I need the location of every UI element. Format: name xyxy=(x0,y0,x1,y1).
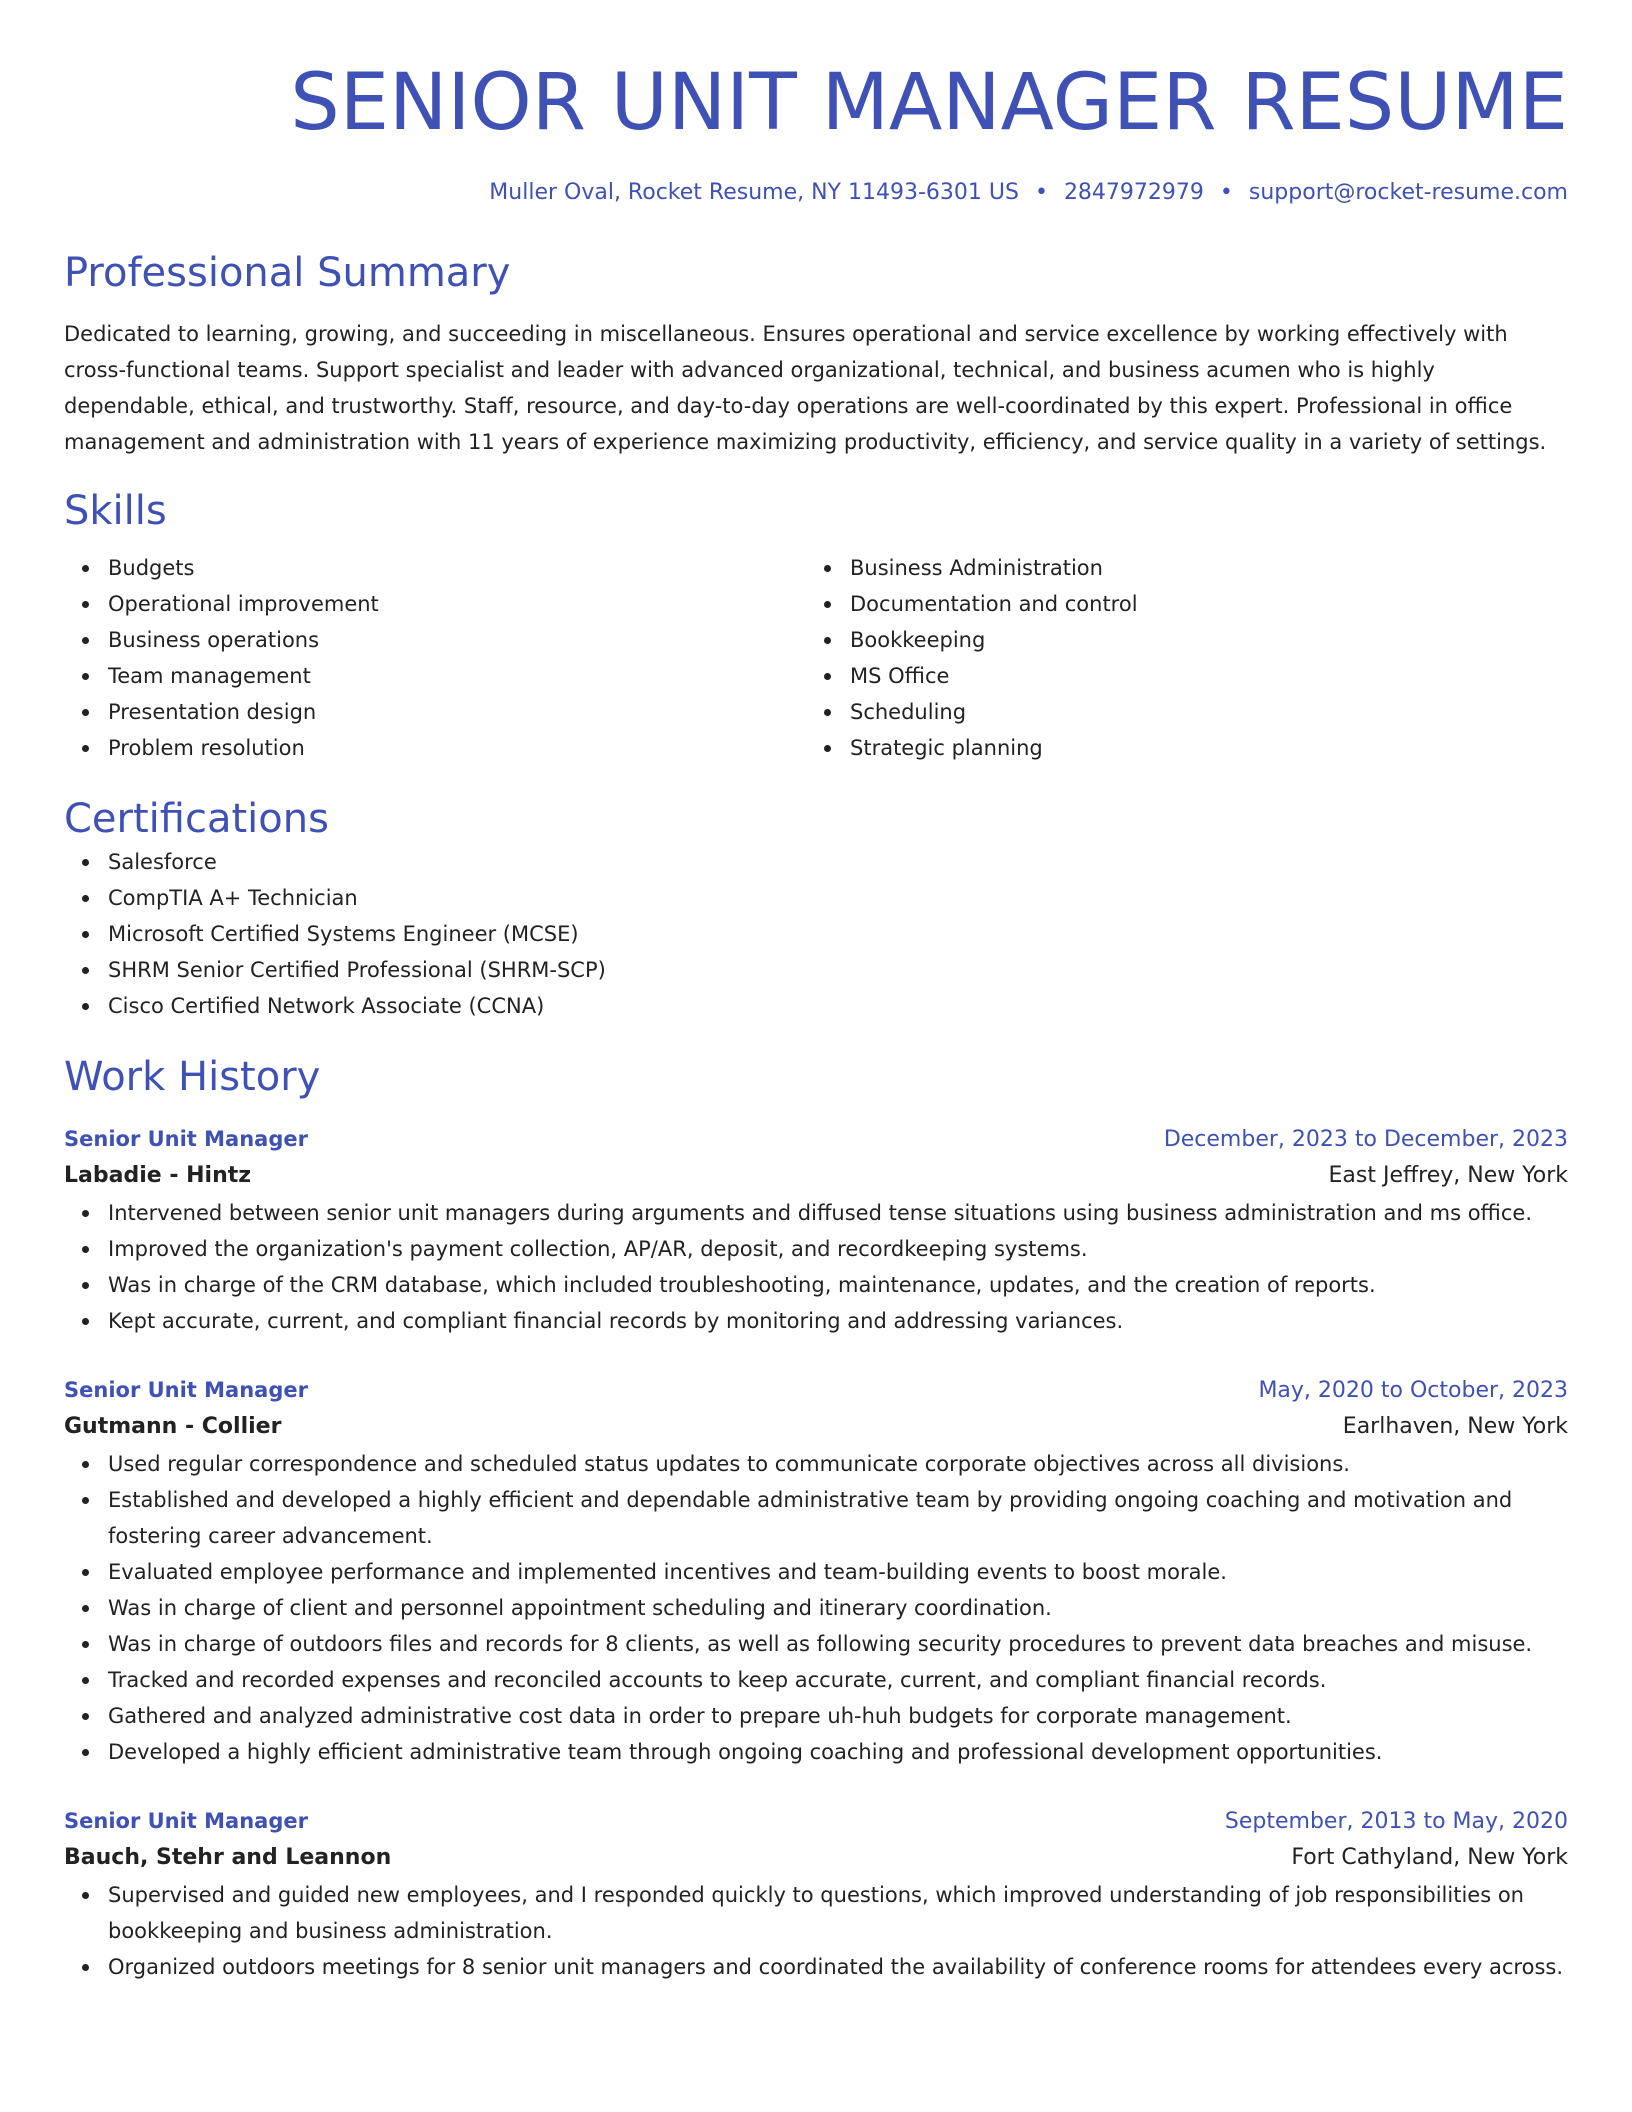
skills-grid xyxy=(64,550,1568,766)
job-location: Earlhaven, New York xyxy=(1342,1414,1568,1439)
job-company: Bauch, Stehr and Leannon xyxy=(64,1845,392,1870)
job-dates: September, 2013 to May, 2020 xyxy=(1224,1809,1568,1834)
job-bullets xyxy=(64,1195,1568,1339)
job-company-row xyxy=(64,1157,1568,1195)
job-title-row xyxy=(64,1804,1568,1839)
job-bullet: Improved the organization's payment collection, AP/AR, deposit, and recordkeeping systems. xyxy=(108,1231,1568,1267)
job-entry xyxy=(64,1373,1568,1770)
contact-email: support@rocket-resume.com xyxy=(1248,180,1568,205)
job-bullet: Developed a highly efficient administrative team through ongoing coaching and professional development opportunities. xyxy=(108,1734,1568,1770)
skills-column-left xyxy=(64,550,806,766)
job-bullet: Was in charge of outdoors files and records for 8 clients, as well as following security procedures to prevent data breaches and misuse. xyxy=(108,1626,1568,1662)
job-title: Senior Unit Manager xyxy=(64,1127,308,1151)
contact-phone: 2847972979 xyxy=(1063,180,1204,205)
skill-item: Business Administration xyxy=(850,550,1548,586)
job-bullet: Intervened between senior unit managers during arguments and diffused tense situations using business administration and ms office. xyxy=(108,1195,1568,1231)
skill-item: Strategic planning xyxy=(850,730,1548,766)
job-title-row xyxy=(64,1122,1568,1157)
job-dates: December, 2023 to December, 2023 xyxy=(1163,1127,1568,1152)
certification-item: SHRM Senior Certified Professional (SHRM-SCP) xyxy=(108,952,1568,988)
job-company: Labadie - Hintz xyxy=(64,1163,252,1188)
resume-title: SENIOR UNIT MANAGER RESUME xyxy=(290,58,1568,148)
certification-item: Microsoft Certified Systems Engineer (MCSE) xyxy=(108,916,1568,952)
job-bullet: Used regular correspondence and scheduled status updates to communicate corporate objectives across all divisions. xyxy=(108,1446,1568,1482)
work-history-heading: Work History xyxy=(64,1054,321,1100)
contact-separator: • xyxy=(1034,180,1048,205)
summary-text: Dedicated to learning, growing, and succeeding in miscellaneous. Ensures operational and service excellence by working effectively with cross-functional teams. Support specialist and leader with advanced organizational, technical, and business acumen who is highly dependable, ethical, and trustworthy. Staff, resource, and day-to-day operations are well-coordinated by this expert. Professional in office management and administration with 11 years of experience maximizing productivity, efficiency, and service quality in a variety of settings. xyxy=(64,322,1547,454)
job-bullet: Was in charge of client and personnel appointment scheduling and itinerary coordination. xyxy=(108,1590,1568,1626)
job-company-row xyxy=(64,1839,1568,1877)
job-bullet: Tracked and recorded expenses and reconciled accounts to keep accurate, current, and compliant financial records. xyxy=(108,1662,1568,1698)
skill-item: Documentation and control xyxy=(850,586,1548,622)
skill-item: Budgets xyxy=(108,550,806,586)
job-bullet: Established and developed a highly efficient and dependable administrative team by providing ongoing coaching and motivation and fostering career advancement. xyxy=(108,1482,1568,1554)
job-bullet: Organized outdoors meetings for 8 senior unit managers and coordinated the availability of conference rooms for attendees every across. xyxy=(108,1949,1568,1985)
job-bullet: Evaluated employee performance and implemented incentives and team-building events to boost morale. xyxy=(108,1554,1568,1590)
skill-item: MS Office xyxy=(850,658,1548,694)
job-dates: May, 2020 to October, 2023 xyxy=(1258,1378,1568,1403)
skill-item: Operational improvement xyxy=(108,586,806,622)
skill-item: Scheduling xyxy=(850,694,1548,730)
resume-page xyxy=(64,0,1568,1985)
skills-column-right xyxy=(806,550,1548,766)
certifications-heading: Certifications xyxy=(64,796,329,842)
skill-item: Bookkeeping xyxy=(850,622,1548,658)
certification-item: CompTIA A+ Technician xyxy=(108,880,1568,916)
job-bullets xyxy=(64,1877,1568,1985)
contact-line xyxy=(64,178,1568,208)
contact-separator: • xyxy=(1219,180,1233,205)
job-location: East Jeffrey, New York xyxy=(1328,1163,1568,1188)
job-bullet: Gathered and analyzed administrative cost data in order to prepare uh-huh budgets for corporate management. xyxy=(108,1698,1568,1734)
job-entry xyxy=(64,1804,1568,1985)
skills-heading: Skills xyxy=(64,488,167,534)
certifications-list xyxy=(64,844,1568,1024)
certification-item: Cisco Certified Network Associate (CCNA) xyxy=(108,988,1568,1024)
skill-item: Problem resolution xyxy=(108,730,806,766)
job-title: Senior Unit Manager xyxy=(64,1809,308,1833)
skill-item: Team management xyxy=(108,658,806,694)
summary-heading: Professional Summary xyxy=(64,250,511,296)
job-location: Fort Cathyland, New York xyxy=(1291,1845,1568,1870)
job-entry xyxy=(64,1122,1568,1339)
skill-item: Business operations xyxy=(108,622,806,658)
job-bullet: Was in charge of the CRM database, which included troubleshooting, maintenance, updates, and the creation of reports. xyxy=(108,1267,1568,1303)
skill-item: Presentation design xyxy=(108,694,806,730)
contact-address: Muller Oval, Rocket Resume, NY 11493-6301 US xyxy=(489,180,1019,205)
certification-item: Salesforce xyxy=(108,844,1568,880)
job-title: Senior Unit Manager xyxy=(64,1378,308,1402)
job-company-row xyxy=(64,1408,1568,1446)
job-bullet: Kept accurate, current, and compliant financial records by monitoring and addressing variances. xyxy=(108,1303,1568,1339)
job-company: Gutmann - Collier xyxy=(64,1414,282,1439)
job-bullet: Supervised and guided new employees, and I responded quickly to questions, which improved understanding of job responsibilities on bookkeeping and business administration. xyxy=(108,1877,1568,1949)
job-title-row xyxy=(64,1373,1568,1408)
job-bullets xyxy=(64,1446,1568,1770)
